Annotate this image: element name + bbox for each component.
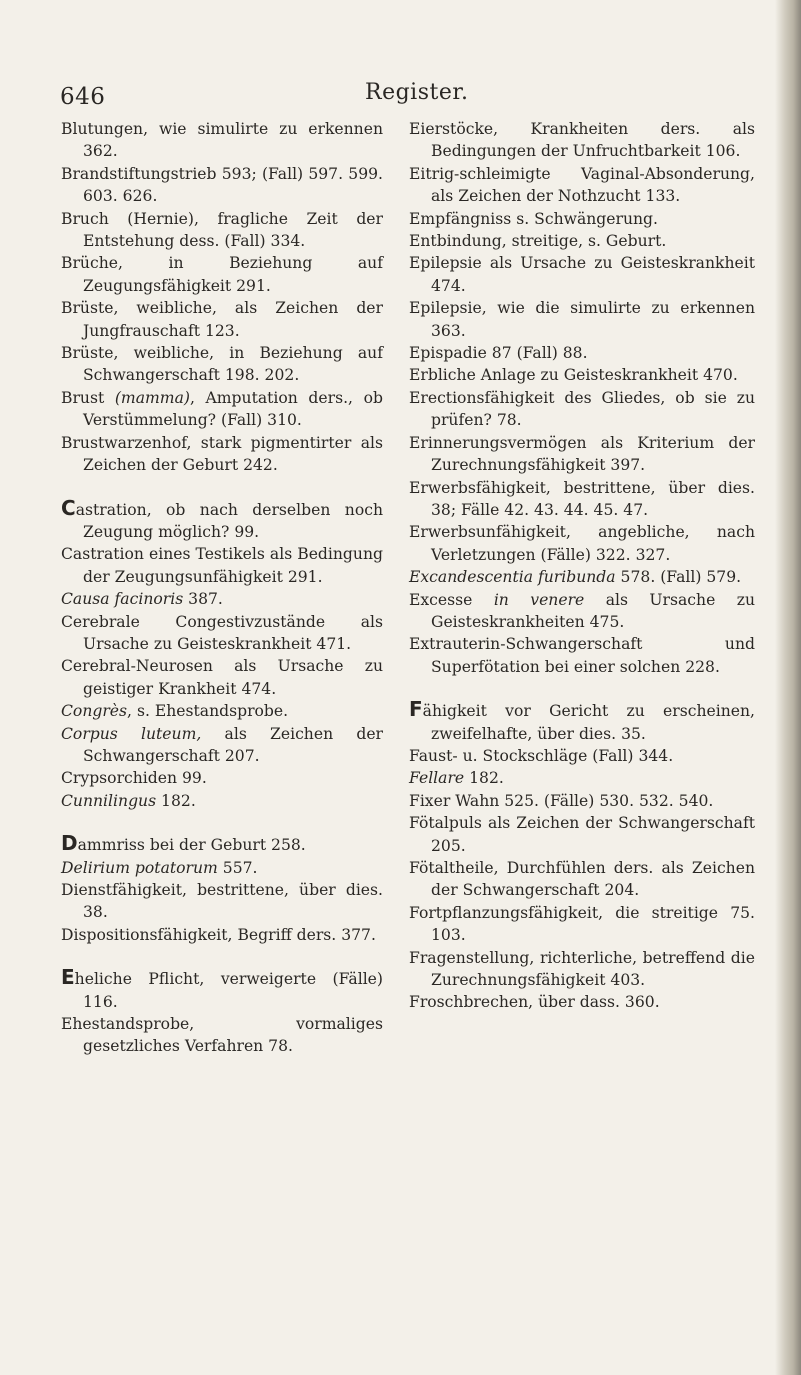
entry-text: Erwerbsfähigkeit, bestrittene, über dies. 38; Fälle 42. 43. 44. 45. 47. (409, 478, 755, 519)
entry-text: Epilepsie, wie die simulirte zu erkennen 363. (409, 299, 755, 340)
entry-text: Eitrig-schleimigte Vaginal-Absonderung, als Zeichen der Nothzucht 133. (409, 164, 755, 206)
entry-text: Bruch (Hernie), fragliche Zeit der Entstehung dess. (Fall) 334. (61, 209, 383, 251)
entry-text: 578. (Fall) 579. (615, 568, 742, 587)
entry-text: 387. (183, 590, 223, 609)
index-entry (61, 297, 383, 342)
entry-text: Eierstöcke, Krankheiten ders. als Bedingungen der Unfruchtbarkeit 106. (409, 120, 755, 161)
index-entry (409, 947, 755, 992)
index-entry (61, 655, 383, 700)
entry-text: heliche Pflicht, verweigerte (Fälle) 116. (74, 970, 383, 1011)
entry-text: Fragenstellung, richterliche, betreffend die Zurechnungsfähigkeit 403. (409, 948, 755, 990)
entry-text: Extrauterin-Schwangerschaft und Superfötation bei einer solchen 228. (409, 635, 755, 676)
entry-text: Excesse (409, 590, 494, 609)
index-entry (409, 477, 755, 522)
entry-text: Dispositionsfähigkeit, Begriff ders. 377. (61, 925, 376, 944)
entry-text: Cerebrale Congestivzustände als Ursache zu Geisteskrankheit 471. (61, 612, 383, 653)
index-entry (61, 790, 383, 812)
index-entry (409, 297, 755, 342)
index-entry (61, 163, 383, 208)
entry-text: , Amputation ders., ob Verstümmelung? (Fall) 310. (83, 388, 383, 430)
section-initial: E (61, 965, 75, 990)
index-entry (61, 832, 383, 856)
entry-text: Blutungen, wie simulirte zu erkennen 362. (61, 120, 383, 161)
entry-text: Fötaltheile, Durchfühlen ders. als Zeichen der Schwangerschaft 204. (409, 859, 755, 900)
index-entry (61, 857, 383, 879)
entry-italic-text: Fellare (409, 769, 465, 788)
index-entry (61, 497, 383, 544)
index-entry (61, 252, 383, 297)
section-initial: F (409, 697, 423, 722)
entry-text: Dienstfähigkeit, bestrittene, über dies. 38. (61, 881, 383, 922)
index-entry (409, 633, 755, 678)
page-edge-shadow (775, 0, 801, 1375)
index-entry (61, 118, 383, 163)
entry-text: astration, ob nach derselben noch Zeugung möglich? 99. (75, 500, 383, 541)
index-entry (61, 208, 383, 253)
entry-text: Brust (61, 388, 115, 407)
entry-text: Castration eines Testikels als Bedingung der Zeugungsunfähigkeit 291. (61, 545, 383, 586)
entry-text: Brüche, in Beziehung auf Zeugungsfähigkeit 291. (61, 254, 383, 295)
entry-text: Erinnerungsvermögen als Kriterium der Zurechnungsfähigkeit 397. (409, 433, 755, 475)
entry-text: Faust- u. Stockschläge (Fall) 344. (409, 746, 674, 765)
entry-text: Brüste, weibliche, als Zeichen der Jungfrauschaft 123. (61, 299, 383, 340)
index-entry (409, 208, 755, 230)
index-entry (409, 566, 755, 588)
index-entry (409, 230, 755, 252)
index-entry (61, 723, 383, 768)
entry-text: Erwerbsunfähigkeit, angebliche, nach Verletzungen (Fälle) 322. 327. (409, 523, 755, 564)
entry-italic-text: Causa facinoris (61, 590, 184, 609)
entry-text: Brustwarzenhof, stark pigmentirter als Zeichen der Geburt 242. (61, 433, 383, 475)
entry-italic-text: Congrès (61, 702, 128, 721)
index-entry (409, 118, 755, 163)
entry-text: 182. (156, 791, 196, 810)
entry-italic-text: Cunnilingus (61, 791, 157, 810)
index-entry (61, 387, 383, 432)
index-entry (409, 991, 755, 1013)
entry-text: ähigkeit vor Gericht zu erscheinen, zweifelhafte, über dies. 35. (422, 702, 755, 743)
index-entry (61, 924, 383, 946)
entry-text: Fixer Wahn 525. (Fälle) 530. 532. 540. (409, 791, 714, 810)
entry-italic-text: in venere (493, 590, 585, 609)
index-entry (409, 589, 755, 634)
entry-text: als Zeichen der Schwangerschaft 207. (83, 724, 383, 765)
section-initial: D (61, 831, 78, 856)
index-entry (409, 521, 755, 566)
index-column-right (409, 118, 755, 1014)
index-entry (61, 432, 383, 477)
entry-italic-text: (mamma) (114, 388, 190, 407)
index-entry (409, 790, 755, 812)
index-entry (409, 857, 755, 902)
index-column-left (61, 118, 383, 1058)
index-entry (61, 342, 383, 387)
index-entry (61, 611, 383, 656)
entry-text: Fortpflanzungsfähigkeit, die streitige 75. 103. (409, 903, 755, 945)
entry-text: Brandstiftungstrieb 593; (Fall) 597. 599. 603. 626. (61, 164, 383, 206)
index-entry (409, 767, 755, 789)
page-number: 646 (60, 84, 106, 110)
index-entry (409, 432, 755, 477)
entry-text: Froschbrechen, über dass. 360. (409, 993, 660, 1012)
index-entry (61, 879, 383, 924)
running-head: Register. (365, 80, 469, 105)
entry-text: Brüste, weibliche, in Beziehung auf Schwangerschaft 198. 202. (61, 344, 383, 385)
entry-text: Erectionsfähigkeit des Gliedes, ob sie zu prüfen? 78. (409, 388, 755, 430)
entry-text: , s. Ehestandsprobe. (127, 702, 289, 721)
entry-text: als Ursache zu Geisteskrankheiten 475. (431, 590, 755, 631)
entry-text: Fötalpuls als Zeichen der Schwangerschaft 205. (409, 814, 755, 855)
index-entry (409, 342, 755, 364)
entry-text: Empfängniss s. Schwängerung. (409, 209, 658, 228)
entry-text: 182. (464, 769, 504, 788)
section-initial: C (61, 495, 76, 520)
entry-text: Erbliche Anlage zu Geisteskrankheit 470. (409, 366, 738, 385)
entry-text: Epilepsie als Ursache zu Geisteskrankheit 474. (409, 254, 755, 295)
index-entry (409, 252, 755, 297)
entry-text: Crypsorchiden 99. (61, 769, 207, 788)
index-entry (409, 812, 755, 857)
index-entry (61, 966, 383, 1013)
entry-text: Cerebral-Neurosen als Ursache zu geistiger Krankheit 474. (61, 657, 383, 698)
entry-text: Epispadie 87 (Fall) 88. (409, 344, 588, 363)
entry-italic-text: Delirium potatorum (61, 858, 218, 877)
index-entry (61, 588, 383, 610)
entry-text: Entbindung, streitige, s. Geburt. (409, 232, 667, 251)
index-entry (409, 163, 755, 208)
entry-text: ammriss bei der Geburt 258. (77, 836, 306, 855)
index-entry (61, 1013, 383, 1058)
index-entry (409, 902, 755, 947)
index-entry (61, 543, 383, 588)
index-entry (409, 387, 755, 432)
index-entry (409, 745, 755, 767)
entry-text: Ehestandsprobe, vormaliges gesetzliches Verfahren 78. (61, 1015, 383, 1056)
index-entry (409, 698, 755, 745)
entry-text: 557. (217, 858, 258, 877)
index-entry (61, 767, 383, 789)
index-entry (61, 700, 383, 722)
entry-italic-text: Corpus luteum, (61, 724, 202, 743)
index-entry (409, 364, 755, 386)
entry-italic-text: Excandescentia furibunda (409, 568, 616, 587)
